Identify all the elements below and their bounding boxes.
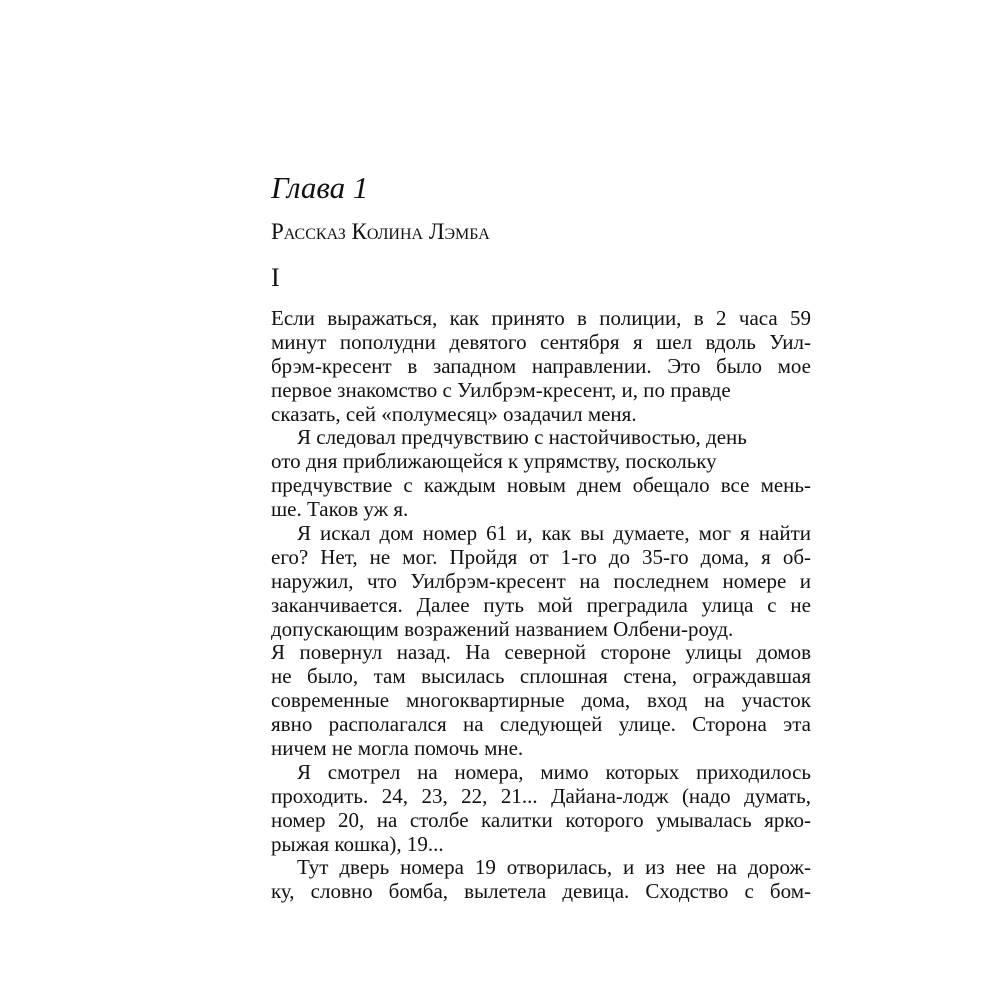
text-line: сказать, сей «полумесяц» озадачил меня. [271,401,637,426]
chapter-subtitle: Рассказ Колина Лэмба [271,219,490,244]
text-line: ку, словно бомба, вылетела девица. Сходство с бом- [271,879,811,904]
text-line: брэм-кресент в западном направлении. Это было мое [271,353,811,378]
text-line: Тут дверь номера 19 отворилась, и из нее на дорож- [297,855,811,880]
text-line: заканчивается. Далее путь мой преградила улица с не [271,592,811,617]
text-line: минут пополудни девятого сентября я шел вдоль Уил- [271,329,811,354]
text-line: явно располагался на следующей улице. Сторона эта [271,712,811,737]
text-line: проходить. 24, 23, 22, 21... Дайана-лодж (надо думать, [271,783,811,808]
text-body [271,307,811,904]
text-line: предчувствие с каждым новым днем обещало все мень- [271,473,811,498]
text-line: номер 20, на столбе калитки которого умывалась ярко- [271,807,811,832]
text-line: Я смотрел на номера, мимо которых приходилось [297,759,811,784]
text-line: его? Нет, не мог. Пройдя от 1-го до 35-го дома, я об- [271,544,811,569]
text-line: ото дня приближающейся к упрямству, поскольку [271,449,717,474]
text-line: наружил, что Уилбрэм-кресент на последнем номере и [271,568,811,593]
text-line: рыжая кошка), 19... [271,831,444,856]
text-line: Я искал дом номер 61 и, как вы думаете, мог я найти [297,521,811,546]
text-line: Я следовал предчувствию с настойчивостью, день [297,425,747,450]
text-line: современные многоквартирные дома, вход на участок [271,688,811,713]
text-line: ничем не могла помочь мне. [271,736,524,761]
text-line: первое знакомство с Уилбрэм-кресент, и, по правде [271,377,731,402]
book-page [271,0,811,1000]
chapter-title: Глава 1 [271,170,369,205]
text-line: Если выражаться, как принято в полиции, в 2 часа 59 [271,306,811,330]
text-line: Я повернул назад. На северной стороне улицы домов [271,640,811,665]
section-numeral: I [271,263,280,292]
text-line: ше. Таков уж я. [271,497,409,522]
text-line: допускающим возражений названием Олбени-роуд. [271,616,734,641]
text-line: не было, там высилась сплошная стена, ограждавшая [271,664,811,689]
